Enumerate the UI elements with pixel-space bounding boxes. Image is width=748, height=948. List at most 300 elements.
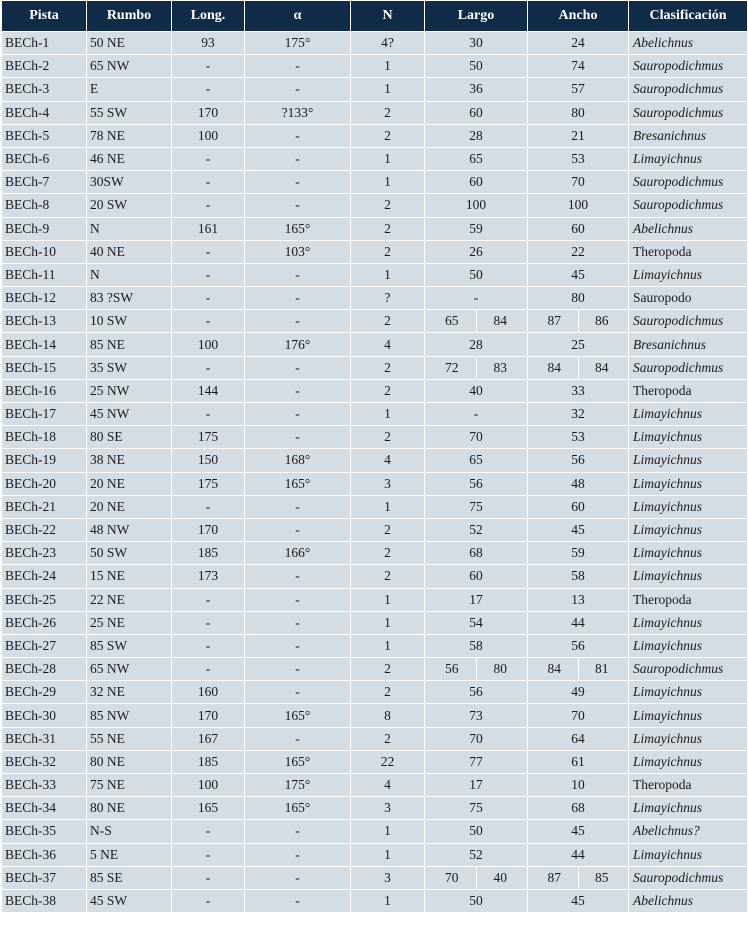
cell-largo: 60 — [425, 101, 528, 124]
cell-ancho: 45 — [528, 820, 629, 843]
cell-n: 1 — [351, 889, 425, 912]
cell-clasificacion: Sauropodichmus — [629, 171, 748, 194]
cell-ancho: 22 — [528, 240, 629, 263]
cell-largo: 75 — [425, 495, 528, 518]
cell-ancho: 13 — [528, 588, 629, 611]
largo-value: 84 — [493, 313, 507, 329]
cell-pista: BECh-4 — [2, 101, 87, 124]
cell-rumbo: 78 NE — [87, 124, 172, 147]
ancho-pair — [531, 313, 625, 329]
header-pista: Pista — [2, 1, 87, 32]
cell-ancho: 60 — [528, 495, 629, 518]
cell-rumbo: E — [87, 78, 172, 101]
cell-ancho: 33 — [528, 379, 629, 402]
largo-pair — [428, 313, 524, 329]
ancho-pair — [531, 360, 625, 376]
cell-largo: 60 — [425, 171, 528, 194]
cell-largo: - — [425, 287, 528, 310]
cell-alpha: - — [245, 634, 351, 657]
cell-alpha: - — [245, 866, 351, 889]
cell-n: 1 — [351, 820, 425, 843]
cell-clasificacion: Theropoda — [629, 588, 748, 611]
largo-value: 83 — [493, 359, 507, 375]
cell-clasificacion: Limayichnus — [629, 727, 748, 750]
cell-clasificacion: Limayichnus — [629, 263, 748, 286]
cell-rumbo: 45 NW — [87, 403, 172, 426]
cell-rumbo: 32 NE — [87, 681, 172, 704]
cell-ancho: 21 — [528, 124, 629, 147]
table-row — [2, 774, 748, 797]
cell-n: 1 — [351, 634, 425, 657]
cell-ancho: 60 — [528, 217, 629, 240]
cell-n: 3 — [351, 797, 425, 820]
table-row — [2, 356, 748, 379]
cell-rumbo: 45 SW — [87, 889, 172, 912]
cell-n: 4? — [351, 32, 425, 55]
table-row — [2, 147, 748, 170]
cell-largo: 65 — [425, 147, 528, 170]
header-largo: Largo — [425, 1, 528, 32]
table-row — [2, 32, 748, 55]
cell-rumbo: 15 NE — [87, 565, 172, 588]
cell-n: 3 — [351, 472, 425, 495]
cell-pista: BECh-25 — [2, 588, 87, 611]
cell-largo — [425, 658, 528, 681]
cell-rumbo: 48 NW — [87, 518, 172, 541]
cell-n: 1 — [351, 171, 425, 194]
cell-pista: BECh-11 — [2, 263, 87, 286]
table-row — [2, 658, 748, 681]
table-row — [2, 797, 748, 820]
cell-rumbo: N — [87, 263, 172, 286]
cell-rumbo: 80 SE — [87, 426, 172, 449]
table-row — [2, 379, 748, 402]
cell-long: - — [172, 658, 245, 681]
table-row — [2, 495, 748, 518]
cell-alpha: - — [245, 356, 351, 379]
cell-alpha: - — [245, 495, 351, 518]
cell-long: - — [172, 194, 245, 217]
cell-ancho — [528, 658, 629, 681]
cell-long: - — [172, 240, 245, 263]
cell-rumbo: 80 NE — [87, 797, 172, 820]
cell-rumbo: 75 NE — [87, 774, 172, 797]
cell-alpha: - — [245, 263, 351, 286]
cell-alpha: - — [245, 611, 351, 634]
cell-alpha: - — [245, 518, 351, 541]
cell-clasificacion: Bresanichnus — [629, 124, 748, 147]
header-long: Long. — [172, 1, 245, 32]
cell-clasificacion: Abelichnus — [629, 217, 748, 240]
cell-clasificacion: Limayichnus — [629, 147, 748, 170]
header-row — [2, 1, 748, 32]
cell-rumbo: 38 NE — [87, 449, 172, 472]
cell-pista: BECh-19 — [2, 449, 87, 472]
cell-long: 144 — [172, 379, 245, 402]
cell-alpha: - — [245, 588, 351, 611]
cell-long: 150 — [172, 449, 245, 472]
cell-pista: BECh-13 — [2, 310, 87, 333]
cell-long: 170 — [172, 518, 245, 541]
cell-rumbo: 85 NW — [87, 704, 172, 727]
cell-alpha: 176° — [245, 333, 351, 356]
ancho-pair — [531, 870, 625, 886]
cell-pista: BECh-26 — [2, 611, 87, 634]
cell-largo: 52 — [425, 843, 528, 866]
cell-largo: 50 — [425, 263, 528, 286]
cell-rumbo: N-S — [87, 820, 172, 843]
cell-ancho: 59 — [528, 542, 629, 565]
largo-value: 40 — [493, 869, 507, 885]
cell-long: 165 — [172, 797, 245, 820]
cell-long: - — [172, 263, 245, 286]
ancho-value: 86 — [595, 313, 609, 329]
cell-clasificacion: Theropoda — [629, 240, 748, 263]
cell-ancho: 32 — [528, 403, 629, 426]
cell-clasificacion: Sauropodichmus — [629, 101, 748, 124]
cell-clasificacion: Limayichnus — [629, 565, 748, 588]
cell-long: - — [172, 147, 245, 170]
cell-rumbo: 30SW — [87, 171, 172, 194]
cell-n: 1 — [351, 263, 425, 286]
cell-alpha: - — [245, 147, 351, 170]
cell-ancho: 45 — [528, 263, 629, 286]
cell-largo — [425, 310, 528, 333]
cell-alpha: - — [245, 194, 351, 217]
cell-ancho: 58 — [528, 565, 629, 588]
table-row — [2, 542, 748, 565]
table-row — [2, 634, 748, 657]
table-row — [2, 55, 748, 78]
cell-alpha: - — [245, 727, 351, 750]
cell-n: 3 — [351, 866, 425, 889]
cell-largo: 17 — [425, 774, 528, 797]
cell-pista: BECh-36 — [2, 843, 87, 866]
cell-clasificacion: Abelichnus — [629, 889, 748, 912]
largo-value: 65 — [428, 310, 477, 333]
cell-ancho: 45 — [528, 518, 629, 541]
cell-n: 2 — [351, 310, 425, 333]
cell-rumbo: 46 NE — [87, 147, 172, 170]
table-row — [2, 287, 748, 310]
table-row — [2, 472, 748, 495]
largo-value: 80 — [493, 661, 507, 677]
ancho-value: 84 — [531, 356, 579, 379]
cell-pista: BECh-31 — [2, 727, 87, 750]
table-row — [2, 310, 748, 333]
cell-n: 2 — [351, 542, 425, 565]
cell-pista: BECh-14 — [2, 333, 87, 356]
cell-long: - — [172, 843, 245, 866]
ancho-value: 81 — [595, 661, 609, 677]
header-ancho: Ancho — [528, 1, 629, 32]
cell-long: - — [172, 171, 245, 194]
cell-pista: BECh-32 — [2, 750, 87, 773]
cell-long: - — [172, 588, 245, 611]
cell-largo: 75 — [425, 797, 528, 820]
cell-largo: 70 — [425, 727, 528, 750]
cell-largo: 50 — [425, 820, 528, 843]
cell-n: 2 — [351, 727, 425, 750]
cell-largo: 56 — [425, 681, 528, 704]
cell-largo: 36 — [425, 78, 528, 101]
cell-pista: BECh-18 — [2, 426, 87, 449]
cell-clasificacion: Abelichnus — [629, 32, 748, 55]
cell-rumbo: 20 SW — [87, 194, 172, 217]
table-row — [2, 889, 748, 912]
table-row — [2, 750, 748, 773]
cell-alpha: - — [245, 287, 351, 310]
cell-n: 2 — [351, 426, 425, 449]
cell-rumbo: 85 SW — [87, 634, 172, 657]
cell-rumbo: 5 NE — [87, 843, 172, 866]
cell-pista: BECh-23 — [2, 542, 87, 565]
cell-alpha: - — [245, 658, 351, 681]
cell-ancho — [528, 866, 629, 889]
cell-n: 1 — [351, 588, 425, 611]
header-rumbo: Rumbo — [87, 1, 172, 32]
cell-rumbo: 25 NW — [87, 379, 172, 402]
cell-alpha: 165° — [245, 472, 351, 495]
cell-alpha: - — [245, 426, 351, 449]
cell-rumbo: 55 SW — [87, 101, 172, 124]
cell-long: - — [172, 634, 245, 657]
cell-largo: 59 — [425, 217, 528, 240]
cell-long: - — [172, 78, 245, 101]
cell-alpha: 103° — [245, 240, 351, 263]
cell-n: 8 — [351, 704, 425, 727]
cell-alpha: - — [245, 403, 351, 426]
cell-largo: 28 — [425, 124, 528, 147]
table-row — [2, 449, 748, 472]
largo-pair — [428, 360, 524, 376]
table-body — [2, 32, 748, 913]
cell-long: - — [172, 889, 245, 912]
cell-clasificacion: Limayichnus — [629, 542, 748, 565]
cell-pista: BECh-6 — [2, 147, 87, 170]
cell-pista: BECh-22 — [2, 518, 87, 541]
cell-clasificacion: Limayichnus — [629, 403, 748, 426]
cell-n: 2 — [351, 518, 425, 541]
table-row — [2, 78, 748, 101]
cell-n: 1 — [351, 495, 425, 518]
cell-alpha: - — [245, 55, 351, 78]
cell-n: 2 — [351, 681, 425, 704]
cell-clasificacion: Limayichnus — [629, 449, 748, 472]
cell-rumbo: 85 SE — [87, 866, 172, 889]
cell-ancho: 100 — [528, 194, 629, 217]
cell-clasificacion: Sauropodichmus — [629, 78, 748, 101]
largo-value: 72 — [428, 356, 477, 379]
cell-clasificacion: Limayichnus — [629, 750, 748, 773]
header-alpha: α — [245, 1, 351, 32]
cell-largo: 26 — [425, 240, 528, 263]
cell-n: 1 — [351, 55, 425, 78]
cell-clasificacion: Abelichnus? — [629, 820, 748, 843]
cell-ancho — [528, 310, 629, 333]
cell-pista: BECh-17 — [2, 403, 87, 426]
cell-alpha: - — [245, 565, 351, 588]
cell-clasificacion: Theropoda — [629, 379, 748, 402]
cell-pista: BECh-27 — [2, 634, 87, 657]
cell-alpha: 166° — [245, 542, 351, 565]
largo-value: 70 — [428, 866, 477, 889]
cell-n: 2 — [351, 240, 425, 263]
ancho-pair — [531, 661, 625, 677]
cell-n: ? — [351, 287, 425, 310]
cell-largo: 77 — [425, 750, 528, 773]
cell-clasificacion: Limayichnus — [629, 611, 748, 634]
cell-alpha: 165° — [245, 797, 351, 820]
cell-pista: BECh-8 — [2, 194, 87, 217]
cell-clasificacion: Limayichnus — [629, 843, 748, 866]
cell-clasificacion: Sauropodichmus — [629, 310, 748, 333]
cell-long: 160 — [172, 681, 245, 704]
cell-pista: BECh-33 — [2, 774, 87, 797]
cell-pista: BECh-15 — [2, 356, 87, 379]
cell-n: 2 — [351, 194, 425, 217]
cell-pista: BECh-34 — [2, 797, 87, 820]
table-row — [2, 866, 748, 889]
cell-ancho: 45 — [528, 889, 629, 912]
cell-pista: BECh-21 — [2, 495, 87, 518]
cell-largo: 70 — [425, 426, 528, 449]
cell-ancho: 70 — [528, 704, 629, 727]
cell-alpha: - — [245, 379, 351, 402]
cell-rumbo: 22 NE — [87, 588, 172, 611]
table-row — [2, 171, 748, 194]
cell-rumbo: 20 NE — [87, 495, 172, 518]
cell-ancho: 56 — [528, 449, 629, 472]
cell-long: - — [172, 866, 245, 889]
cell-n: 1 — [351, 78, 425, 101]
cell-ancho: 10 — [528, 774, 629, 797]
cell-alpha: - — [245, 78, 351, 101]
cell-pista: BECh-35 — [2, 820, 87, 843]
table-row — [2, 704, 748, 727]
cell-pista: BECh-16 — [2, 379, 87, 402]
cell-rumbo: N — [87, 217, 172, 240]
cell-rumbo: 85 NE — [87, 333, 172, 356]
ancho-value: 84 — [531, 658, 579, 681]
cell-largo: - — [425, 403, 528, 426]
cell-pista: BECh-10 — [2, 240, 87, 263]
cell-long: - — [172, 356, 245, 379]
table-row — [2, 217, 748, 240]
cell-pista: BECh-24 — [2, 565, 87, 588]
cell-n: 2 — [351, 124, 425, 147]
cell-long: 170 — [172, 704, 245, 727]
cell-ancho: 57 — [528, 78, 629, 101]
cell-n: 4 — [351, 449, 425, 472]
cell-alpha: - — [245, 171, 351, 194]
cell-ancho: 74 — [528, 55, 629, 78]
cell-ancho: 70 — [528, 171, 629, 194]
cell-largo: 28 — [425, 333, 528, 356]
table-row — [2, 565, 748, 588]
cell-largo: 30 — [425, 32, 528, 55]
cell-alpha: - — [245, 889, 351, 912]
cell-clasificacion: Sauropodo — [629, 287, 748, 310]
table-row — [2, 588, 748, 611]
cell-ancho: 80 — [528, 101, 629, 124]
cell-largo: 50 — [425, 55, 528, 78]
largo-pair — [428, 661, 524, 677]
cell-n: 1 — [351, 147, 425, 170]
cell-rumbo: 55 NE — [87, 727, 172, 750]
cell-alpha: 165° — [245, 217, 351, 240]
cell-alpha: 168° — [245, 449, 351, 472]
cell-clasificacion: Sauropodichmus — [629, 356, 748, 379]
cell-alpha: 175° — [245, 774, 351, 797]
ichnology-table — [1, 0, 748, 913]
cell-clasificacion: Limayichnus — [629, 681, 748, 704]
cell-pista: BECh-29 — [2, 681, 87, 704]
cell-alpha: ?133° — [245, 101, 351, 124]
cell-clasificacion: Limayichnus — [629, 634, 748, 657]
ancho-value: 84 — [595, 359, 609, 375]
cell-alpha: 165° — [245, 704, 351, 727]
cell-long: 161 — [172, 217, 245, 240]
cell-long: 185 — [172, 542, 245, 565]
cell-n: 1 — [351, 403, 425, 426]
cell-long: - — [172, 403, 245, 426]
cell-long: 100 — [172, 124, 245, 147]
cell-n: 4 — [351, 774, 425, 797]
cell-ancho — [528, 356, 629, 379]
cell-ancho: 48 — [528, 472, 629, 495]
cell-largo: 54 — [425, 611, 528, 634]
cell-n: 1 — [351, 843, 425, 866]
cell-n: 4 — [351, 333, 425, 356]
cell-alpha: 165° — [245, 750, 351, 773]
cell-ancho: 68 — [528, 797, 629, 820]
cell-pista: BECh-38 — [2, 889, 87, 912]
largo-value: 56 — [428, 658, 477, 681]
cell-clasificacion: Limayichnus — [629, 495, 748, 518]
cell-largo: 52 — [425, 518, 528, 541]
cell-pista: BECh-20 — [2, 472, 87, 495]
cell-long: 185 — [172, 750, 245, 773]
cell-clasificacion: Sauropodichmus — [629, 658, 748, 681]
cell-long: 100 — [172, 333, 245, 356]
cell-clasificacion: Sauropodichmus — [629, 194, 748, 217]
cell-ancho: 56 — [528, 634, 629, 657]
table-row — [2, 611, 748, 634]
cell-clasificacion: Limayichnus — [629, 426, 748, 449]
cell-largo: 40 — [425, 379, 528, 402]
ancho-value: 87 — [531, 866, 579, 889]
cell-largo: 60 — [425, 565, 528, 588]
header-clasificacion: Clasificación — [629, 1, 748, 32]
cell-long: 175 — [172, 426, 245, 449]
cell-clasificacion: Limayichnus — [629, 704, 748, 727]
table-row — [2, 681, 748, 704]
table-row — [2, 124, 748, 147]
table-row — [2, 240, 748, 263]
cell-long: - — [172, 310, 245, 333]
cell-ancho: 53 — [528, 147, 629, 170]
cell-pista: BECh-12 — [2, 287, 87, 310]
cell-long: - — [172, 55, 245, 78]
cell-long: - — [172, 495, 245, 518]
cell-clasificacion: Sauropodichmus — [629, 866, 748, 889]
cell-largo: 58 — [425, 634, 528, 657]
cell-long: 167 — [172, 727, 245, 750]
cell-n: 2 — [351, 565, 425, 588]
cell-ancho: 49 — [528, 681, 629, 704]
cell-largo: 68 — [425, 542, 528, 565]
